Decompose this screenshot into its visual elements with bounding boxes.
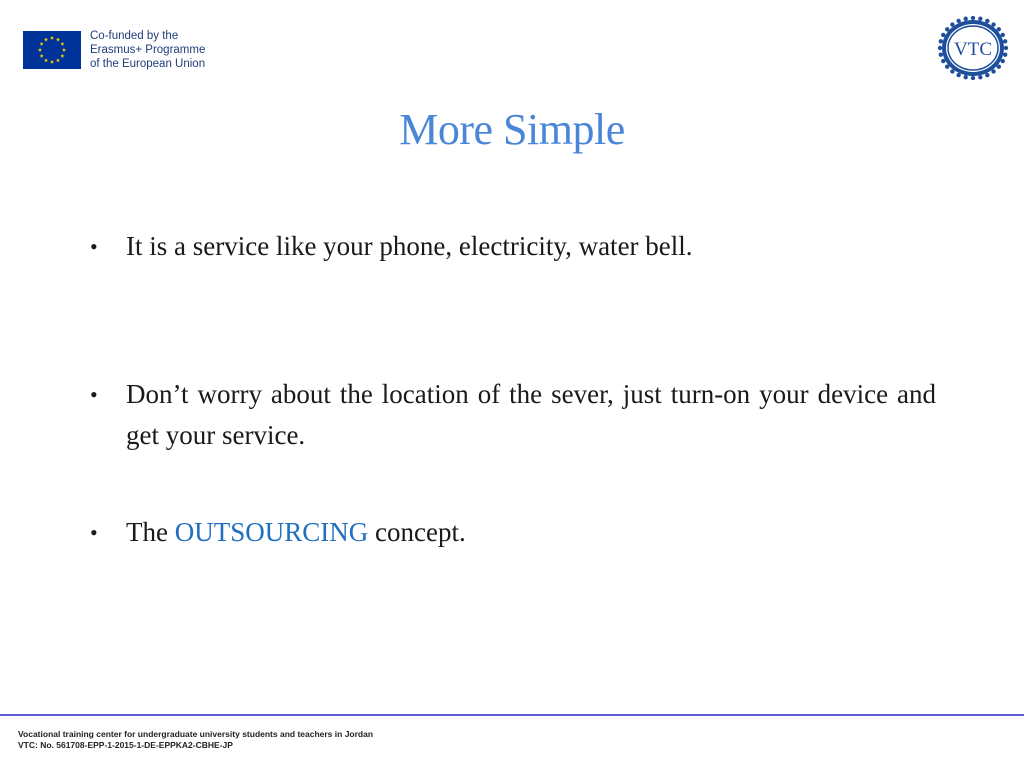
bullet-prefix: The [126, 517, 175, 547]
bullet-dot-icon: • [90, 382, 98, 407]
gear-tooth [950, 69, 954, 73]
gear-tooth [1003, 52, 1007, 56]
gear-tooth [1001, 59, 1005, 63]
eu-funding-text [90, 29, 205, 71]
eu-text-line-1: Co-funded by the [90, 30, 179, 42]
gear-tooth [985, 73, 989, 77]
gear-tooth [991, 69, 995, 73]
gear-tooth [963, 17, 967, 21]
gear-tooth [945, 27, 949, 31]
bullet-dot-icon: • [90, 520, 98, 545]
gear-tooth [945, 65, 949, 69]
gear-tooth [938, 46, 942, 50]
gear-tooth [950, 22, 954, 26]
gear-tooth [985, 19, 989, 23]
gear-tooth [971, 76, 975, 80]
eu-flag-icon [23, 31, 81, 69]
bullet-item [90, 374, 936, 456]
bullet-item [90, 512, 936, 553]
gear-tooth [963, 75, 967, 79]
gear-tooth [1001, 33, 1005, 37]
footer [18, 729, 373, 751]
gear-tooth [991, 22, 995, 26]
bullet-item [90, 226, 936, 267]
bullet-text: Don’t worry about the location of the sever, just turn-on your device and get your service. [126, 379, 936, 450]
outsourcing-highlight: OUTSOURCING [174, 517, 369, 547]
gear-tooth [978, 75, 982, 79]
bullet-dot-icon: • [90, 234, 98, 259]
bullet-list [90, 226, 936, 553]
eu-text-line-2: Erasmus+ Programme [90, 44, 206, 56]
footer-line-2: VTC: No. 561708-EPP-1-2015-1-DE-EPPKA2-CBHE-JP [18, 740, 233, 750]
gear-tooth [941, 33, 945, 37]
gear-tooth [941, 59, 945, 63]
gear-tooth [1003, 39, 1007, 43]
bullet-suffix: concept. [368, 517, 466, 547]
footer-line-1: Vocational training center for undergraduate university students and teachers in Jordan [18, 729, 374, 739]
vtc-gear-icon [937, 16, 1009, 80]
slide-title: More Simple [399, 105, 625, 154]
gear-tooth [971, 16, 975, 20]
gear-tooth [997, 27, 1001, 31]
gear-tooth [939, 39, 943, 43]
eu-text-line-3: of the European Union [90, 58, 206, 70]
gear-tooth [956, 19, 960, 23]
vtc-logo-text: VTC [954, 39, 992, 60]
footer-divider [0, 714, 1024, 716]
vtc-logo [937, 16, 1009, 80]
bullet-text: It is a service like your phone, electricity, water bell. [126, 231, 693, 261]
gear-tooth [1004, 46, 1008, 50]
gear-tooth [997, 65, 1001, 69]
eu-logo [23, 29, 205, 71]
gear-tooth [978, 17, 982, 21]
gear-tooth [956, 73, 960, 77]
gear-tooth [939, 52, 943, 56]
